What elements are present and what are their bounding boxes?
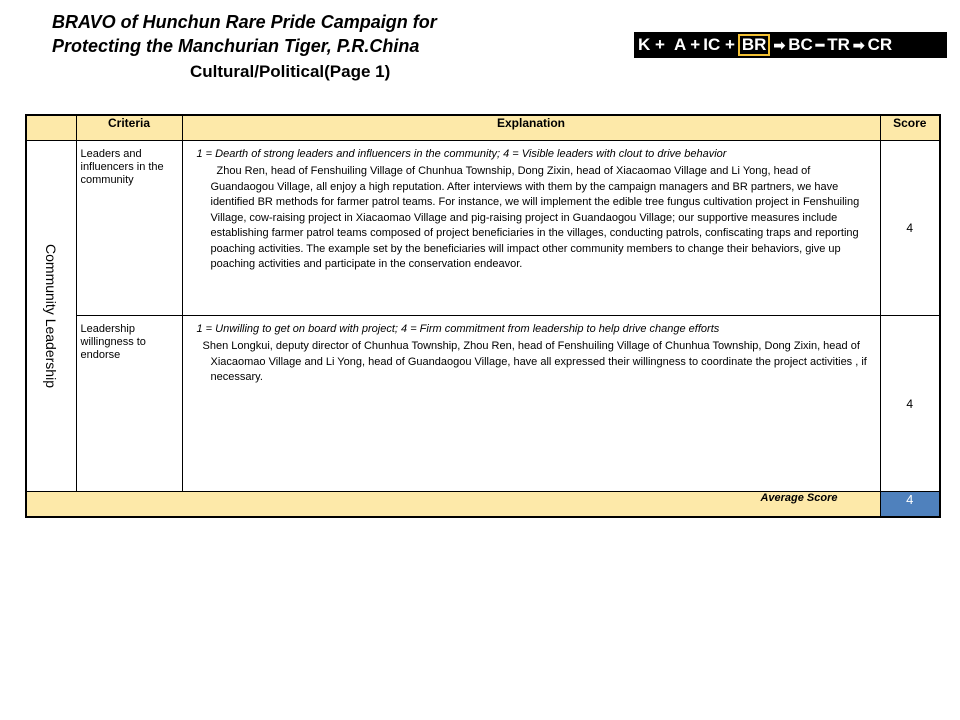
header-score: Score (880, 115, 940, 141)
table-row (26, 141, 940, 316)
formula-k: K + (638, 35, 665, 54)
scale-text: 1 = Unwilling to get on board with project; 4 = Firm commitment from leadership to help drive change efforts (196, 323, 720, 335)
formula-banner (634, 32, 947, 58)
header-explanation: Explanation (182, 115, 880, 141)
average-label: Average Score (26, 492, 880, 518)
title-line-2: Protecting the Manchurian Tiger, P.R.China (52, 36, 420, 56)
arrow-right-icon: ➡ (852, 37, 865, 53)
criteria-cell: Leaders and influencers in the community (76, 141, 182, 316)
formula-cr: CR (867, 35, 893, 54)
formula-a: A + (673, 35, 701, 54)
table-header-row (26, 115, 940, 141)
average-value: 4 (880, 492, 940, 518)
score-cell: 4 (880, 316, 940, 492)
score-table (25, 114, 941, 518)
formula-tr: TR (827, 35, 850, 54)
dash-icon: ━ (815, 37, 825, 53)
average-row (26, 492, 940, 518)
explanation-text: Zhou Ren, head of Fenshuiling Village of Chunhua Township, Dong Zixin, head of Xiacaomao Village and Li Yong, head of Guandaogou Village, all enjoy a high reputation. After interviews with them by the campaign managers and BR partners, we have identified BR methods for farmer patrol teams. For instance, we will implement the edible tree fungus cultivation project in Fenshuiling Village, cow-raising project in Xiacaomao Village and pig-raising project in Guandaogou Village; our supportive measures include establishing farmer patrol teams composed of project beneficiaries in the villages, conducting patrols, confiscating traps and reporting poaching activities. The example set by the beneficiaries will impact other community members to change their behaviors, give up poaching activities and participate in the conservation endeavor. (210, 165, 860, 270)
formula-br-highlight: BR (738, 34, 771, 56)
title-block (52, 10, 572, 58)
section-label: Community Leadership (43, 244, 60, 388)
explanation-cell (182, 316, 880, 492)
title-line-1: BRAVO of Hunchun Rare Pride Campaign for (52, 12, 437, 32)
header-blank (26, 115, 76, 141)
table-row (26, 316, 940, 492)
scale-text: 1 = Dearth of strong leaders and influencers in the community; 4 = Visible leaders with clout to drive behavior (196, 148, 727, 160)
arrow-right-icon: ➡ (773, 37, 786, 53)
score-cell: 4 (880, 141, 940, 316)
section-label-cell (26, 141, 76, 492)
explanation-text: Shen Longkui, deputy director of Chunhua Township, Zhou Ren, head of Fenshuiling Village of Chunhua Township, Dong Zixin, head of Xiacaomao Village and Li Yong, head of Guandaogou Village, have all expressed their willingness to coordinate the project activities , if necessary. (202, 340, 867, 383)
formula-ic: IC + (703, 35, 735, 54)
explanation-cell (182, 141, 880, 316)
page-subtitle: Cultural/Political(Page 1) (190, 62, 391, 81)
formula-bc: BC (788, 35, 813, 54)
header-criteria: Criteria (76, 115, 182, 141)
criteria-cell: Leadership willingness to endorse (76, 316, 182, 492)
